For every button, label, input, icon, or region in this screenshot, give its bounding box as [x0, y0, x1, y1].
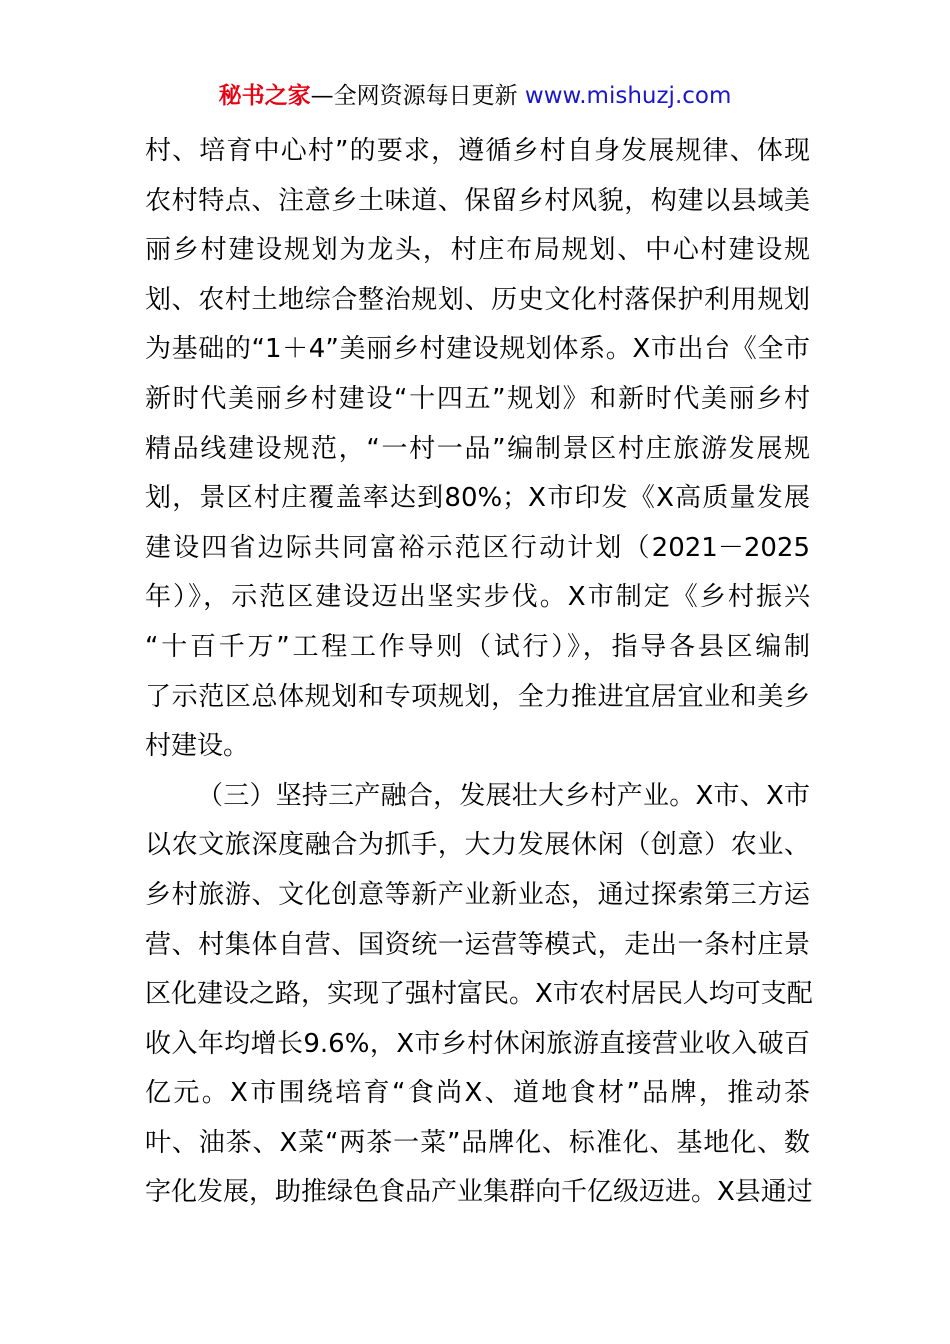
text-line: 区化建设之路，实现了强村富民。X市农村居民人均可支配 — [145, 979, 813, 1010]
text-line: 收入年均增长9.6%，X市乡村休闲旅游直接营业收入破百 — [145, 1028, 810, 1059]
text-line: 了示范区总体规划和专项规划，全力推进宜居宜业和美乡 — [145, 681, 810, 712]
text-line: 乡村旅游、文化创意等新产业新业态，通过探索第三方运 — [145, 879, 810, 910]
text-line: 为基础的“1＋4”美丽乡村建设规划体系。X市出台《全市 — [145, 334, 810, 365]
site-url-link[interactable]: www.mishuzj.com — [524, 83, 732, 109]
text-line: 亿元。X市围绕培育“食尚X、道地食材”品牌，推动茶 — [145, 1078, 810, 1109]
text-line: 以农文旅深度融合为抓手，大力发展休闲（创意）农业、 — [145, 830, 810, 861]
paragraph-end-line: 村建设。 — [145, 731, 250, 762]
text-line: 村、培育中心村”的要求，遵循乡村自身发展规律、体现 — [145, 136, 810, 166]
text-line: 新时代美丽乡村建设“十四五”规划》和新时代美丽乡村 — [145, 383, 810, 414]
text-line: 字化发展，助推绿色食品产业集群向千亿级迈进。X县通过 — [145, 1177, 813, 1208]
text-line: 年）》，示范区建设迈出坚实步伐。X市制定《乡村振兴 — [145, 582, 810, 613]
text-line: 丽乡村建设规划为龙头，村庄布局规划、中心村建设规 — [145, 235, 810, 266]
text-line: 营、村集体自营、国资统一运营等模式，走出一条村庄景 — [145, 929, 810, 960]
text-line: “十百千万”工程工作导则（试行）》，指导各县区编制 — [145, 631, 810, 662]
site-tagline: —全网资源每日更新 — [310, 83, 518, 109]
text-line: 精品线建设规范，“一村一品”编制景区村庄旅游发展规 — [145, 433, 810, 464]
text-line: 建设四省边际共同富裕示范区行动计划（2021－2025 — [145, 532, 810, 563]
site-header — [0, 80, 950, 112]
text-line: 划、农村土地综合整治规划、历史文化村落保护利用规划 — [145, 284, 810, 315]
section-heading-line: （三）坚持三产融合，发展壮大乡村产业。X市、X市 — [197, 780, 810, 811]
text-line: 农村特点、注意乡土味道、保留乡村风貌，构建以县域美 — [145, 185, 810, 216]
text-line: 划，景区村庄覆盖率达到80%；X市印发《X高质量发展 — [145, 483, 810, 514]
site-brand: 秘书之家 — [218, 83, 311, 109]
text-line: 叶、油茶、X菜“两茶一菜”品牌化、标准化、基地化、数 — [145, 1127, 810, 1158]
document-body — [145, 127, 813, 1218]
